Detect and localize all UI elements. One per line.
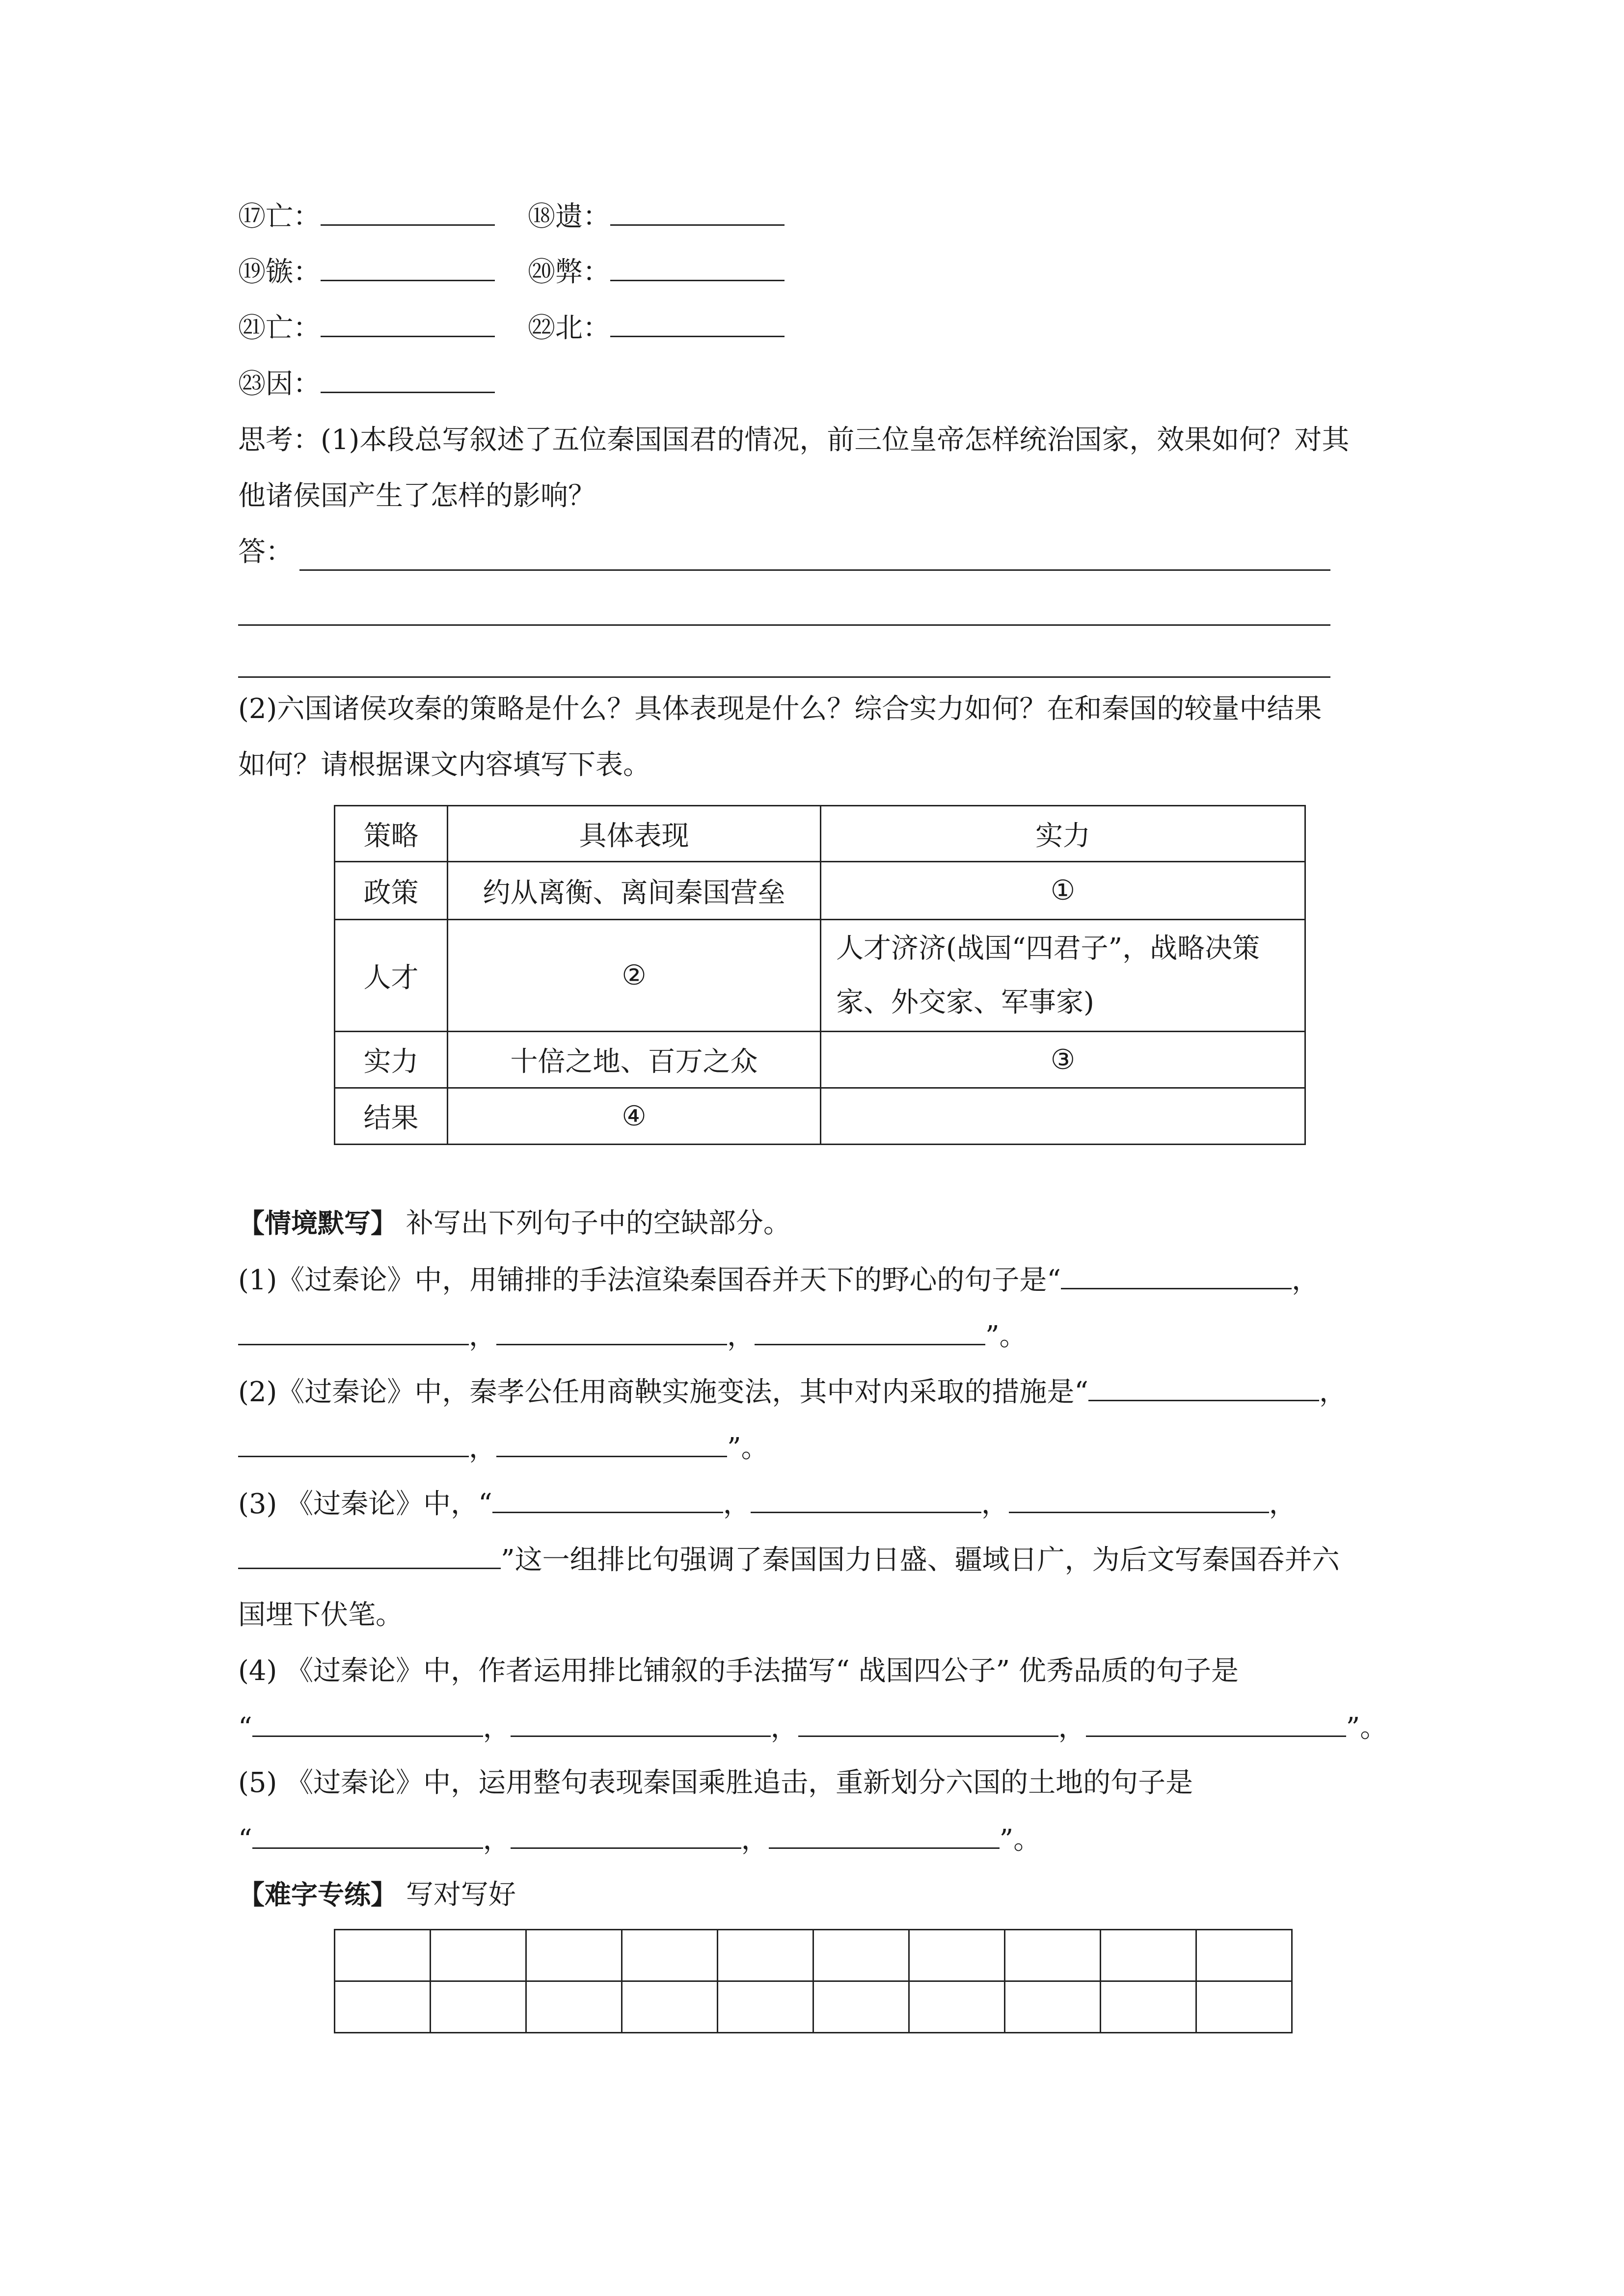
punctuation: “ [238, 1824, 252, 1856]
question-1-line-2: 他诸侯国产生了怎样的影响？ [238, 480, 595, 512]
answer-blank[interactable] [252, 1822, 483, 1849]
writing-cell[interactable] [622, 1930, 718, 1981]
question-2-line-1: (2)六国诸侯攻秦的策略是什么？具体表现是什么？综合实力如何？在和秦国的较量中结果 [238, 693, 1322, 725]
strength-cell[interactable]: ① [821, 862, 1305, 920]
writing-cell[interactable] [1005, 1930, 1101, 1981]
grid-row [335, 1981, 1292, 2033]
writing-cell[interactable] [1196, 1981, 1292, 2033]
answer-blank[interactable] [755, 1318, 985, 1345]
dictation-q3-line-3: 国埋下伏笔。 [238, 1599, 403, 1631]
question-2-line-2: 如何？请根据课文内容填写下表。 [238, 749, 650, 781]
section-heading: 【情境默写】 [238, 1208, 397, 1239]
answer-label: 答： [238, 536, 293, 568]
answer-blank[interactable] [496, 1430, 727, 1457]
strategy-cell: 实力 [335, 1032, 448, 1088]
punctuation: ， [1319, 1376, 1347, 1408]
dictation-q1-line-2 [238, 1318, 1027, 1354]
punctuation: ”。 [999, 1824, 1041, 1856]
strategy-cell: 结果 [335, 1088, 448, 1145]
writing-cell[interactable] [526, 1930, 622, 1981]
table-header: 实力 [821, 806, 1305, 862]
vocab-label: ⑳弊： [528, 256, 610, 288]
dictation-q2-line-2 [238, 1430, 769, 1466]
writing-cell[interactable] [431, 1981, 526, 2033]
table-row [335, 862, 1305, 920]
answer-blank[interactable] [321, 310, 495, 337]
detail-cell[interactable]: ② [448, 920, 821, 1032]
punctuation: ， [483, 1824, 511, 1856]
vocab-item-23 [238, 366, 495, 401]
vocab-label: ㉑亡： [238, 312, 321, 344]
answer-blank[interactable] [610, 310, 785, 337]
answer-line[interactable] [238, 624, 1330, 626]
strategy-cell: 政策 [335, 862, 448, 920]
writing-cell[interactable] [813, 1981, 909, 2033]
vocab-label: ⑰亡： [238, 201, 321, 233]
dictation-q4-line-1: (4) 《过秦论》中，作者运用排比铺叙的手法描写“ 战国四公子” 优秀品质的句子是 [238, 1655, 1239, 1687]
answer-blank[interactable] [238, 1542, 501, 1569]
punctuation: ”。 [1346, 1712, 1388, 1744]
detail-cell[interactable]: ④ [448, 1088, 821, 1145]
question-text: (3) 《过秦论》中，“ [238, 1488, 492, 1520]
strategy-cell: 人才 [335, 920, 448, 1032]
vocab-item-22 [528, 310, 785, 346]
writing-cell[interactable] [909, 1930, 1005, 1981]
answer-blank[interactable] [238, 1318, 469, 1345]
answer-blank[interactable] [1061, 1262, 1292, 1289]
punctuation: ， [469, 1432, 496, 1464]
writing-cell[interactable] [1101, 1981, 1196, 2033]
writing-cell[interactable] [718, 1981, 813, 2033]
vocab-item-18 [528, 199, 785, 234]
dictation-q5-line-2 [238, 1822, 1041, 1857]
answer-blank[interactable] [798, 1710, 1058, 1737]
strength-cell[interactable]: ③ [821, 1032, 1305, 1088]
table-row [335, 1032, 1305, 1088]
grid-row [335, 1930, 1292, 1981]
answer-blank[interactable] [610, 254, 785, 281]
table-header: 具体表现 [448, 806, 821, 862]
dictation-q3-line-1 [238, 1486, 1297, 1522]
vocab-label: ⑱遗： [528, 201, 610, 233]
writing-cell[interactable] [813, 1930, 909, 1981]
section-heading: 【难字专练】 [238, 1879, 397, 1910]
writing-cell[interactable] [909, 1981, 1005, 2033]
dictation-q3-line-2 [238, 1542, 1340, 1577]
answer-blank[interactable] [751, 1486, 981, 1513]
writing-cell[interactable] [526, 1981, 622, 2033]
answer-blank[interactable] [492, 1486, 723, 1513]
answer-blank[interactable] [496, 1318, 727, 1345]
vocab-label: ⑲镞： [238, 256, 321, 288]
writing-cell[interactable] [622, 1981, 718, 2033]
dictation-header [238, 1206, 791, 1241]
answer-blank[interactable] [1086, 1710, 1346, 1737]
punctuation: ， [1269, 1488, 1297, 1520]
question-text: (2)《过秦论》中，秦孝公任用商鞅实施变法，其中对内采取的措施是“ [238, 1376, 1088, 1408]
strategy-table [334, 805, 1306, 1145]
vocab-item-20 [528, 254, 785, 290]
detail-cell: 约从离衡、离间秦国营垒 [448, 862, 821, 920]
practice-header [238, 1878, 516, 1912]
dictation-q1-line-1 [238, 1262, 1319, 1298]
question-text: ”这一组排比句强调了秦国国力日盛、疆域日广，为后文写秦国吞并六 [501, 1544, 1340, 1576]
punctuation: ， [770, 1712, 798, 1744]
dictation-q2-line-1 [238, 1374, 1347, 1410]
answer-blank[interactable] [511, 1822, 741, 1849]
punctuation: ， [727, 1320, 755, 1352]
punctuation: ， [483, 1712, 511, 1744]
writing-cell[interactable] [718, 1930, 813, 1981]
detail-cell: 十倍之地、百万之众 [448, 1032, 821, 1088]
writing-cell[interactable] [1005, 1981, 1101, 2033]
punctuation: ， [741, 1824, 769, 1856]
dictation-q5-line-1: (5) 《过秦论》中，运用整句表现秦国乘胜追击，重新划分六国的土地的句子是 [238, 1767, 1193, 1799]
vocab-item-21 [238, 310, 495, 346]
punctuation: ， [1291, 1264, 1319, 1296]
vocab-label: ㉒北： [528, 312, 610, 344]
section-subtitle: 写对写好 [406, 1879, 516, 1911]
punctuation: ， [981, 1488, 1009, 1520]
answer-blank[interactable] [321, 366, 495, 393]
answer-blank[interactable] [769, 1822, 1000, 1849]
writing-cell[interactable] [1101, 1930, 1196, 1981]
question-text: (1)《过秦论》中，用铺排的手法渲染秦国吞并天下的野心的句子是“ [238, 1264, 1061, 1296]
answer-blank[interactable] [321, 199, 495, 226]
writing-cell[interactable] [431, 1930, 526, 1981]
table-row [335, 920, 1305, 1032]
dictation-q4-line-2 [238, 1710, 1387, 1745]
question-1-line-1: 思考：(1)本段总写叙述了五位秦国国君的情况，前三位皇帝怎样统治国家，效果如何？对其 [238, 424, 1350, 456]
answer-blank[interactable] [511, 1710, 771, 1737]
table-header-row [335, 806, 1305, 862]
vocab-item-17 [238, 199, 495, 234]
punctuation: ”。 [985, 1320, 1027, 1352]
table-row [335, 1088, 1305, 1145]
writing-cell[interactable] [1196, 1930, 1292, 1981]
writing-cell[interactable] [335, 1930, 431, 1981]
writing-cell[interactable] [335, 1981, 431, 2033]
answer-blank[interactable] [1088, 1374, 1319, 1401]
answer-blank[interactable] [252, 1710, 483, 1737]
punctuation: ， [723, 1488, 751, 1520]
writing-practice-grid [334, 1929, 1293, 2033]
punctuation: ， [1058, 1712, 1086, 1744]
vocab-label: ㉓因： [238, 368, 321, 400]
answer-blank[interactable] [238, 1430, 469, 1457]
answer-line[interactable] [299, 569, 1330, 571]
strength-cell: 人才济济(战国“四君子”，战略决策家、外交家、军事家) [821, 920, 1305, 1032]
punctuation: “ [238, 1712, 252, 1744]
punctuation: ”。 [727, 1432, 769, 1464]
answer-line[interactable] [238, 676, 1330, 678]
answer-blank[interactable] [1009, 1486, 1269, 1513]
answer-blank[interactable] [321, 254, 495, 281]
punctuation: ， [469, 1320, 496, 1352]
section-instruction: 补写出下列句子中的空缺部分。 [406, 1207, 791, 1239]
table-header: 策略 [335, 806, 448, 862]
vocab-item-19 [238, 254, 495, 290]
strength-cell[interactable] [821, 1088, 1305, 1145]
answer-blank[interactable] [610, 199, 785, 226]
